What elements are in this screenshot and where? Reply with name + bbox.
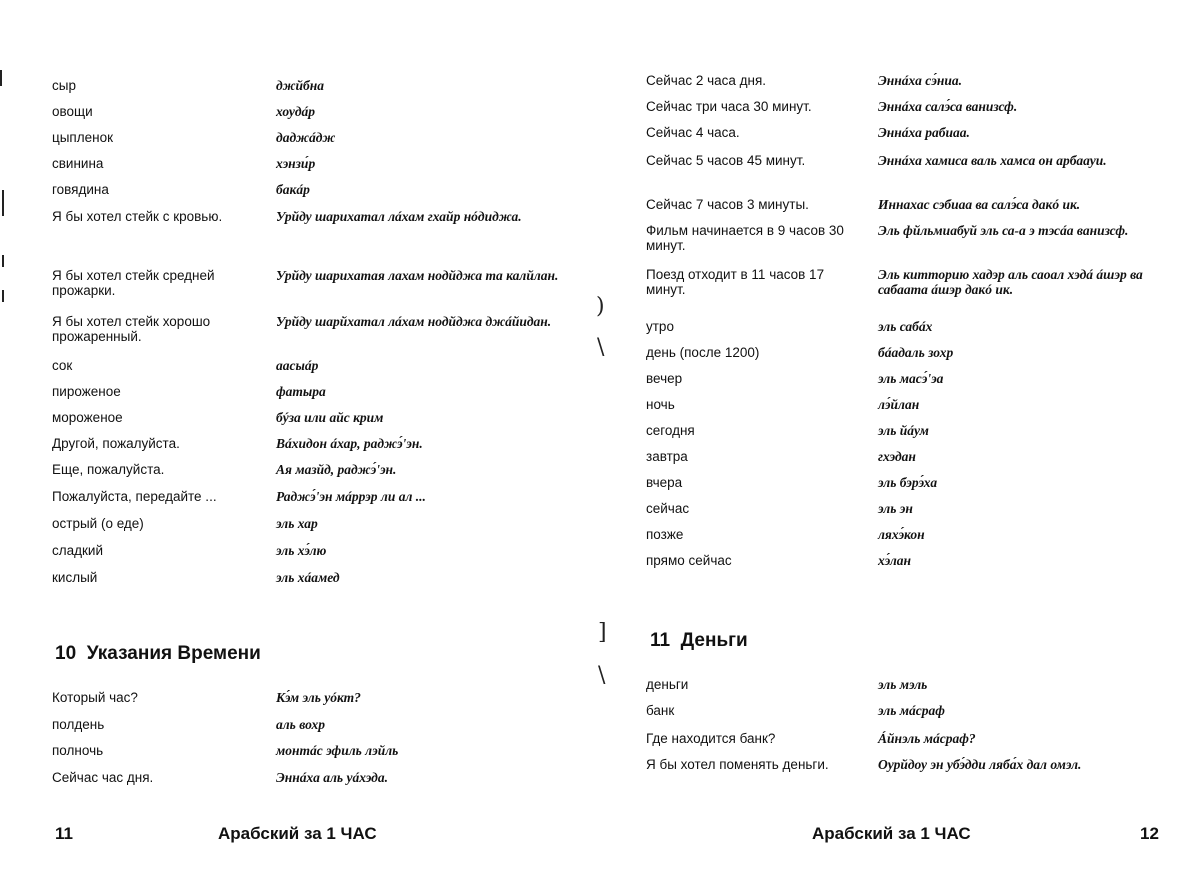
phrase-russian: Сейчас 5 часов 45 минут. (646, 153, 866, 168)
phrase-transliteration: Эннáха рабиаа. (878, 125, 1178, 140)
phrase-russian: сейчас (646, 501, 866, 516)
phrase-transliteration: Урйду шарйхатал лáхам нодйджа джáйидан. (276, 314, 576, 329)
phrase-russian: Сейчас 2 часа дня. (646, 73, 866, 88)
phrase-russian: прямо сейчас (646, 553, 866, 568)
phrase-russian: мороженое (52, 410, 262, 425)
phrase-transliteration: хэ́лан (878, 553, 1178, 568)
section-heading-11 (650, 630, 748, 652)
phrase-russian: Сейчас три часа 30 минут. (646, 99, 866, 114)
phrase-transliteration: эль хэ́лю (276, 543, 576, 558)
phrase-transliteration: Урйду шарихатал лáхам гхайр нóдиджа. (276, 209, 576, 224)
section-number: 10 (55, 643, 76, 664)
phrase-transliteration: Вáхидон áхар, раджэ́'эн. (276, 436, 576, 451)
phrase-transliteration: бáадаль зохр (878, 345, 1178, 360)
phrase-transliteration: даджáдж (276, 130, 576, 145)
phrase-transliteration: Эннáха хамиса валь хамса он арбаауи. (878, 153, 1178, 168)
phrase-russian: ночь (646, 397, 866, 412)
phrase-transliteration: эль хáамед (276, 570, 576, 585)
phrase-transliteration: эль мэль (878, 677, 1178, 692)
phrase-transliteration: Эль фйльмиабуй эль са-а э тэсáа ванизсф. (878, 223, 1178, 238)
scan-mark (2, 290, 4, 302)
phrase-transliteration: Эль китторию хадэр аль саоал хэдá áшэр ва сабаата áшэр дакó ик. (878, 267, 1178, 297)
phrase-transliteration: эль сабáх (878, 319, 1178, 334)
phrase-transliteration: эль мáсраф (878, 703, 1178, 718)
phrase-transliteration: аасыáр (276, 358, 576, 373)
phrase-russian: Сейчас 7 часов 3 минуты. (646, 197, 866, 212)
phrase-transliteration: хэнзи́р (276, 156, 576, 171)
scan-mark (2, 190, 4, 216)
phrase-russian: Поезд отходит в 11 часов 17 минут. (646, 267, 866, 297)
phrase-russian: Я бы хотел стейк с кровью. (52, 209, 262, 224)
phrase-russian: деньги (646, 677, 866, 692)
phrase-transliteration: эль эн (878, 501, 1178, 516)
page-number-left: 11 (55, 824, 73, 844)
phrase-russian: Я бы хотел поменять деньги. (646, 757, 866, 772)
phrase-transliteration: Áйнэль мáсраф? (878, 731, 1178, 746)
phrase-russian: вечер (646, 371, 866, 386)
phrase-russian: Другой, пожалуйста. (52, 436, 262, 451)
phrase-russian: свинина (52, 156, 262, 171)
phrase-transliteration: бакáр (276, 182, 576, 197)
left-page (0, 0, 600, 887)
phrase-russian: Где находится банк? (646, 731, 866, 746)
phrase-transliteration: Эннáха сэ́ниа. (878, 73, 1178, 88)
phrase-russian: острый (о еде) (52, 516, 262, 531)
page-number-right: 12 (1140, 824, 1159, 844)
phrase-transliteration: Иннахас сэбиаа ва салэ́са дакó ик. (878, 197, 1178, 212)
binding-mark: ) (596, 294, 605, 319)
right-page (600, 0, 1200, 887)
section-number: 11 (650, 630, 670, 651)
phrase-russian: Который час? (52, 690, 262, 705)
phrase-transliteration: эль бэрэ́ха (878, 475, 1178, 490)
phrase-transliteration: лэ́йлан (878, 397, 1178, 412)
book-title-right: Арабский за 1 ЧАС (812, 824, 971, 844)
phrase-russian: пироженое (52, 384, 262, 399)
phrase-russian: полдень (52, 717, 262, 732)
phrase-russian: говядина (52, 182, 262, 197)
binding-mark: ] (598, 620, 607, 645)
phrase-russian: позже (646, 527, 866, 542)
phrase-transliteration: хоудáр (276, 104, 576, 119)
book-title-left: Арабский за 1 ЧАС (218, 824, 377, 844)
phrase-russian: овощи (52, 104, 262, 119)
phrase-russian: сегодня (646, 423, 866, 438)
section-title: Деньги (681, 630, 748, 651)
phrase-transliteration: эль йáум (878, 423, 1178, 438)
phrase-russian: Сейчас час дня. (52, 770, 262, 785)
phrase-russian: сладкий (52, 543, 262, 558)
phrase-transliteration: гхэдан (878, 449, 1178, 464)
phrase-transliteration: Эннáха аль уáхэда. (276, 770, 576, 785)
phrase-transliteration: Эннáха салэ́са ванизсф. (878, 99, 1178, 114)
phrase-transliteration: Урйду шарихатая лахам нодйджа та калйлан. (276, 268, 576, 283)
phrase-russian: вчера (646, 475, 866, 490)
phrase-russian: цыпленок (52, 130, 262, 145)
phrase-russian: Я бы хотел стейк хорошо прожаренный. (52, 314, 262, 344)
phrase-transliteration: Раджэ́'эн мáррэр ли ал ... (276, 489, 576, 504)
phrase-transliteration: Ая мазйд, раджэ́'эн. (276, 462, 576, 477)
phrase-transliteration: эль хар (276, 516, 576, 531)
phrase-russian: Еще, пожалуйста. (52, 462, 262, 477)
phrase-transliteration: бýза или айс крим (276, 410, 576, 425)
phrase-russian: банк (646, 703, 866, 718)
binding-mark: \ (598, 663, 605, 688)
phrase-russian: Фильм начинается в 9 часов 30 минут. (646, 223, 866, 253)
phrase-transliteration: аль вохр (276, 717, 576, 732)
binding-mark: \ (597, 335, 604, 360)
phrase-russian: утро (646, 319, 866, 334)
phrase-transliteration: Оурйдоу эн убэ́дди ляба́х дал омэл. (878, 757, 1178, 772)
scan-mark (0, 70, 2, 86)
phrase-russian: Сейчас 4 часа. (646, 125, 866, 140)
phrase-russian: день (после 1200) (646, 345, 866, 360)
phrase-transliteration: джйбна (276, 78, 576, 93)
phrase-russian: полночь (52, 743, 262, 758)
phrase-transliteration: эль масэ́'эа (878, 371, 1178, 386)
phrase-transliteration: Кэ́м эль уóкт? (276, 690, 576, 705)
phrase-russian: завтра (646, 449, 866, 464)
phrase-transliteration: ляхэ́кон (878, 527, 1178, 542)
phrase-russian: кислый (52, 570, 262, 585)
section-heading-10 (55, 643, 261, 665)
phrase-russian: сыр (52, 78, 262, 93)
phrase-russian: Пожалуйста, передайте ... (52, 489, 262, 504)
phrase-transliteration: фатыра (276, 384, 576, 399)
phrase-russian: Я бы хотел стейк средней прожарки. (52, 268, 262, 298)
section-title: Указания Времени (87, 643, 261, 664)
scan-mark (2, 255, 4, 267)
phrase-transliteration: монтáс эфиль лэйль (276, 743, 576, 758)
phrase-russian: сок (52, 358, 262, 373)
